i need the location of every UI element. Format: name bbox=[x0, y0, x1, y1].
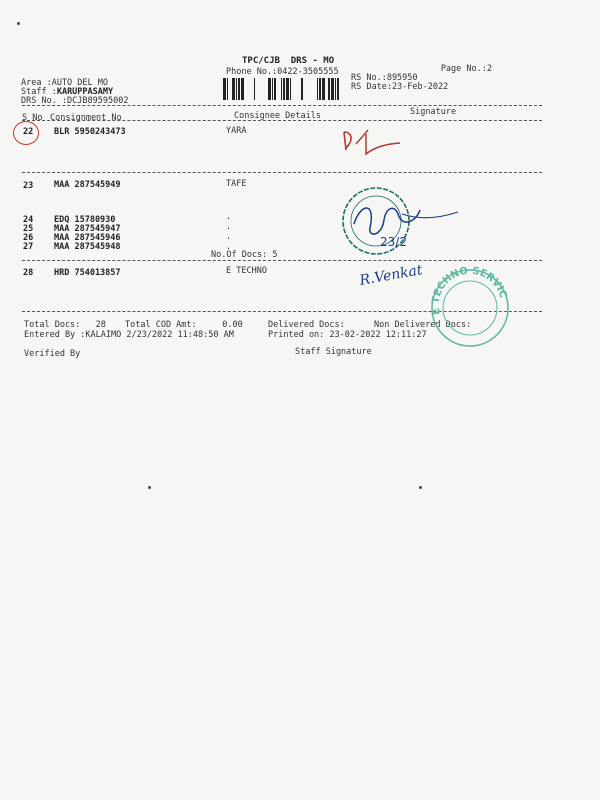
row-25-consignment-no: MAA 287545947 bbox=[54, 224, 121, 234]
row-23-consignee: TAFE bbox=[226, 179, 247, 189]
printer-mark bbox=[17, 22, 20, 25]
barcode-bar bbox=[241, 78, 244, 100]
row-25-s-no: 25 bbox=[23, 224, 34, 234]
col-s-no: S No bbox=[22, 113, 43, 123]
barcode-bar bbox=[301, 78, 303, 100]
divider bbox=[22, 105, 542, 106]
barcode-bar bbox=[227, 78, 228, 100]
rs-date: RS Date:23-Feb-2022 bbox=[351, 82, 449, 92]
barcode-bar bbox=[286, 78, 289, 100]
row-26-consignment-no: MAA 287545946 bbox=[54, 233, 121, 243]
printed-on: Printed on: 23-02-2022 12:11:27 bbox=[268, 330, 427, 340]
delivered-signature bbox=[336, 126, 406, 166]
barcode-bar bbox=[272, 78, 273, 100]
staff-label: Staff : bbox=[21, 87, 57, 97]
area-field: Area :AUTO DEL MO bbox=[21, 78, 108, 88]
barcode-bar bbox=[281, 78, 282, 100]
col-consignment-no: Consignment No bbox=[50, 113, 122, 123]
col-signature: Signature bbox=[410, 107, 457, 117]
verified-by: Verified By bbox=[24, 349, 81, 359]
row-22-s-no: 22 bbox=[23, 127, 34, 137]
barcode-bar bbox=[317, 78, 318, 100]
printer-mark bbox=[148, 486, 151, 489]
staff-signature: Staff Signature bbox=[295, 347, 372, 357]
entered-by: Entered By :KALAIMO 2/23/2022 11:48:50 AM bbox=[24, 330, 234, 340]
receiver-name: R.Venkat bbox=[358, 262, 424, 289]
row-28-consignee: E TECHNO bbox=[226, 266, 267, 276]
row-23-s-no: 23 bbox=[23, 181, 34, 191]
barcode-bar bbox=[337, 78, 339, 100]
row-26-s-no: 26 bbox=[23, 233, 34, 243]
row-24-consignment-no: EDQ 15780930 bbox=[54, 215, 116, 225]
barcode-bar bbox=[328, 78, 330, 100]
barcode-bar bbox=[274, 78, 276, 100]
receiver-signature bbox=[356, 262, 436, 298]
barcode bbox=[223, 78, 345, 100]
seal-text bbox=[422, 256, 508, 316]
delivered-docs: Delivered Docs: bbox=[268, 320, 345, 330]
barcode-bar bbox=[223, 78, 226, 100]
drs-number: DRS No. :DCJB89595002 bbox=[21, 96, 129, 106]
barcode-bar bbox=[254, 78, 255, 100]
total-docs: Total Docs: 28 bbox=[24, 320, 106, 330]
barcode-bar bbox=[290, 78, 291, 100]
row-28-consignment-no: HRD 754013857 bbox=[54, 268, 121, 278]
rs-number: RS No.:895950 bbox=[351, 73, 418, 83]
row-27-s-no: 27 bbox=[23, 242, 34, 252]
divider bbox=[22, 120, 542, 121]
ditto-dots: . . . . bbox=[226, 212, 232, 252]
row-22-consignee: YARA bbox=[226, 126, 247, 136]
signature-date: 23/2 bbox=[380, 235, 407, 249]
group-doc-count: No.Of Docs: 5 bbox=[211, 250, 278, 260]
barcode-bar bbox=[232, 78, 235, 100]
barcode-bar bbox=[335, 78, 336, 100]
staff-name: KARUPPASAMY bbox=[56, 87, 114, 97]
divider bbox=[22, 260, 542, 261]
non-delivered-docs: Non Delivered Docs: bbox=[374, 320, 472, 330]
page-number: Page No.:2 bbox=[440, 64, 492, 74]
barcode-bar bbox=[238, 78, 240, 100]
row-22-consignment-no: BLR 5950243473 bbox=[54, 127, 126, 137]
row-27-consignment-no: MAA 287545948 bbox=[54, 242, 121, 252]
barcode-bar bbox=[236, 78, 237, 100]
delivery-stamp-signature bbox=[340, 180, 470, 260]
phone-number: Phone No.:0422-3505555 bbox=[226, 67, 339, 77]
printer-mark bbox=[419, 486, 422, 489]
seal-text-path: E TECHNO SERVICES bbox=[422, 256, 509, 316]
divider bbox=[22, 172, 542, 173]
total-cod-amount: Total COD Amt: 0.00 bbox=[125, 320, 243, 330]
barcode-bar bbox=[331, 78, 334, 100]
row-24-s-no: 24 bbox=[23, 215, 34, 225]
barcode-bar bbox=[283, 78, 285, 100]
barcode-bar bbox=[268, 78, 271, 100]
barcode-bar bbox=[322, 78, 325, 100]
row-28-s-no: 28 bbox=[23, 268, 34, 278]
col-consignee: Consignee Details bbox=[234, 111, 321, 121]
barcode-bar bbox=[319, 78, 321, 100]
document-title: TPC/CJB DRS - MO bbox=[242, 56, 335, 66]
row-23-consignment-no: MAA 287545949 bbox=[54, 180, 121, 190]
